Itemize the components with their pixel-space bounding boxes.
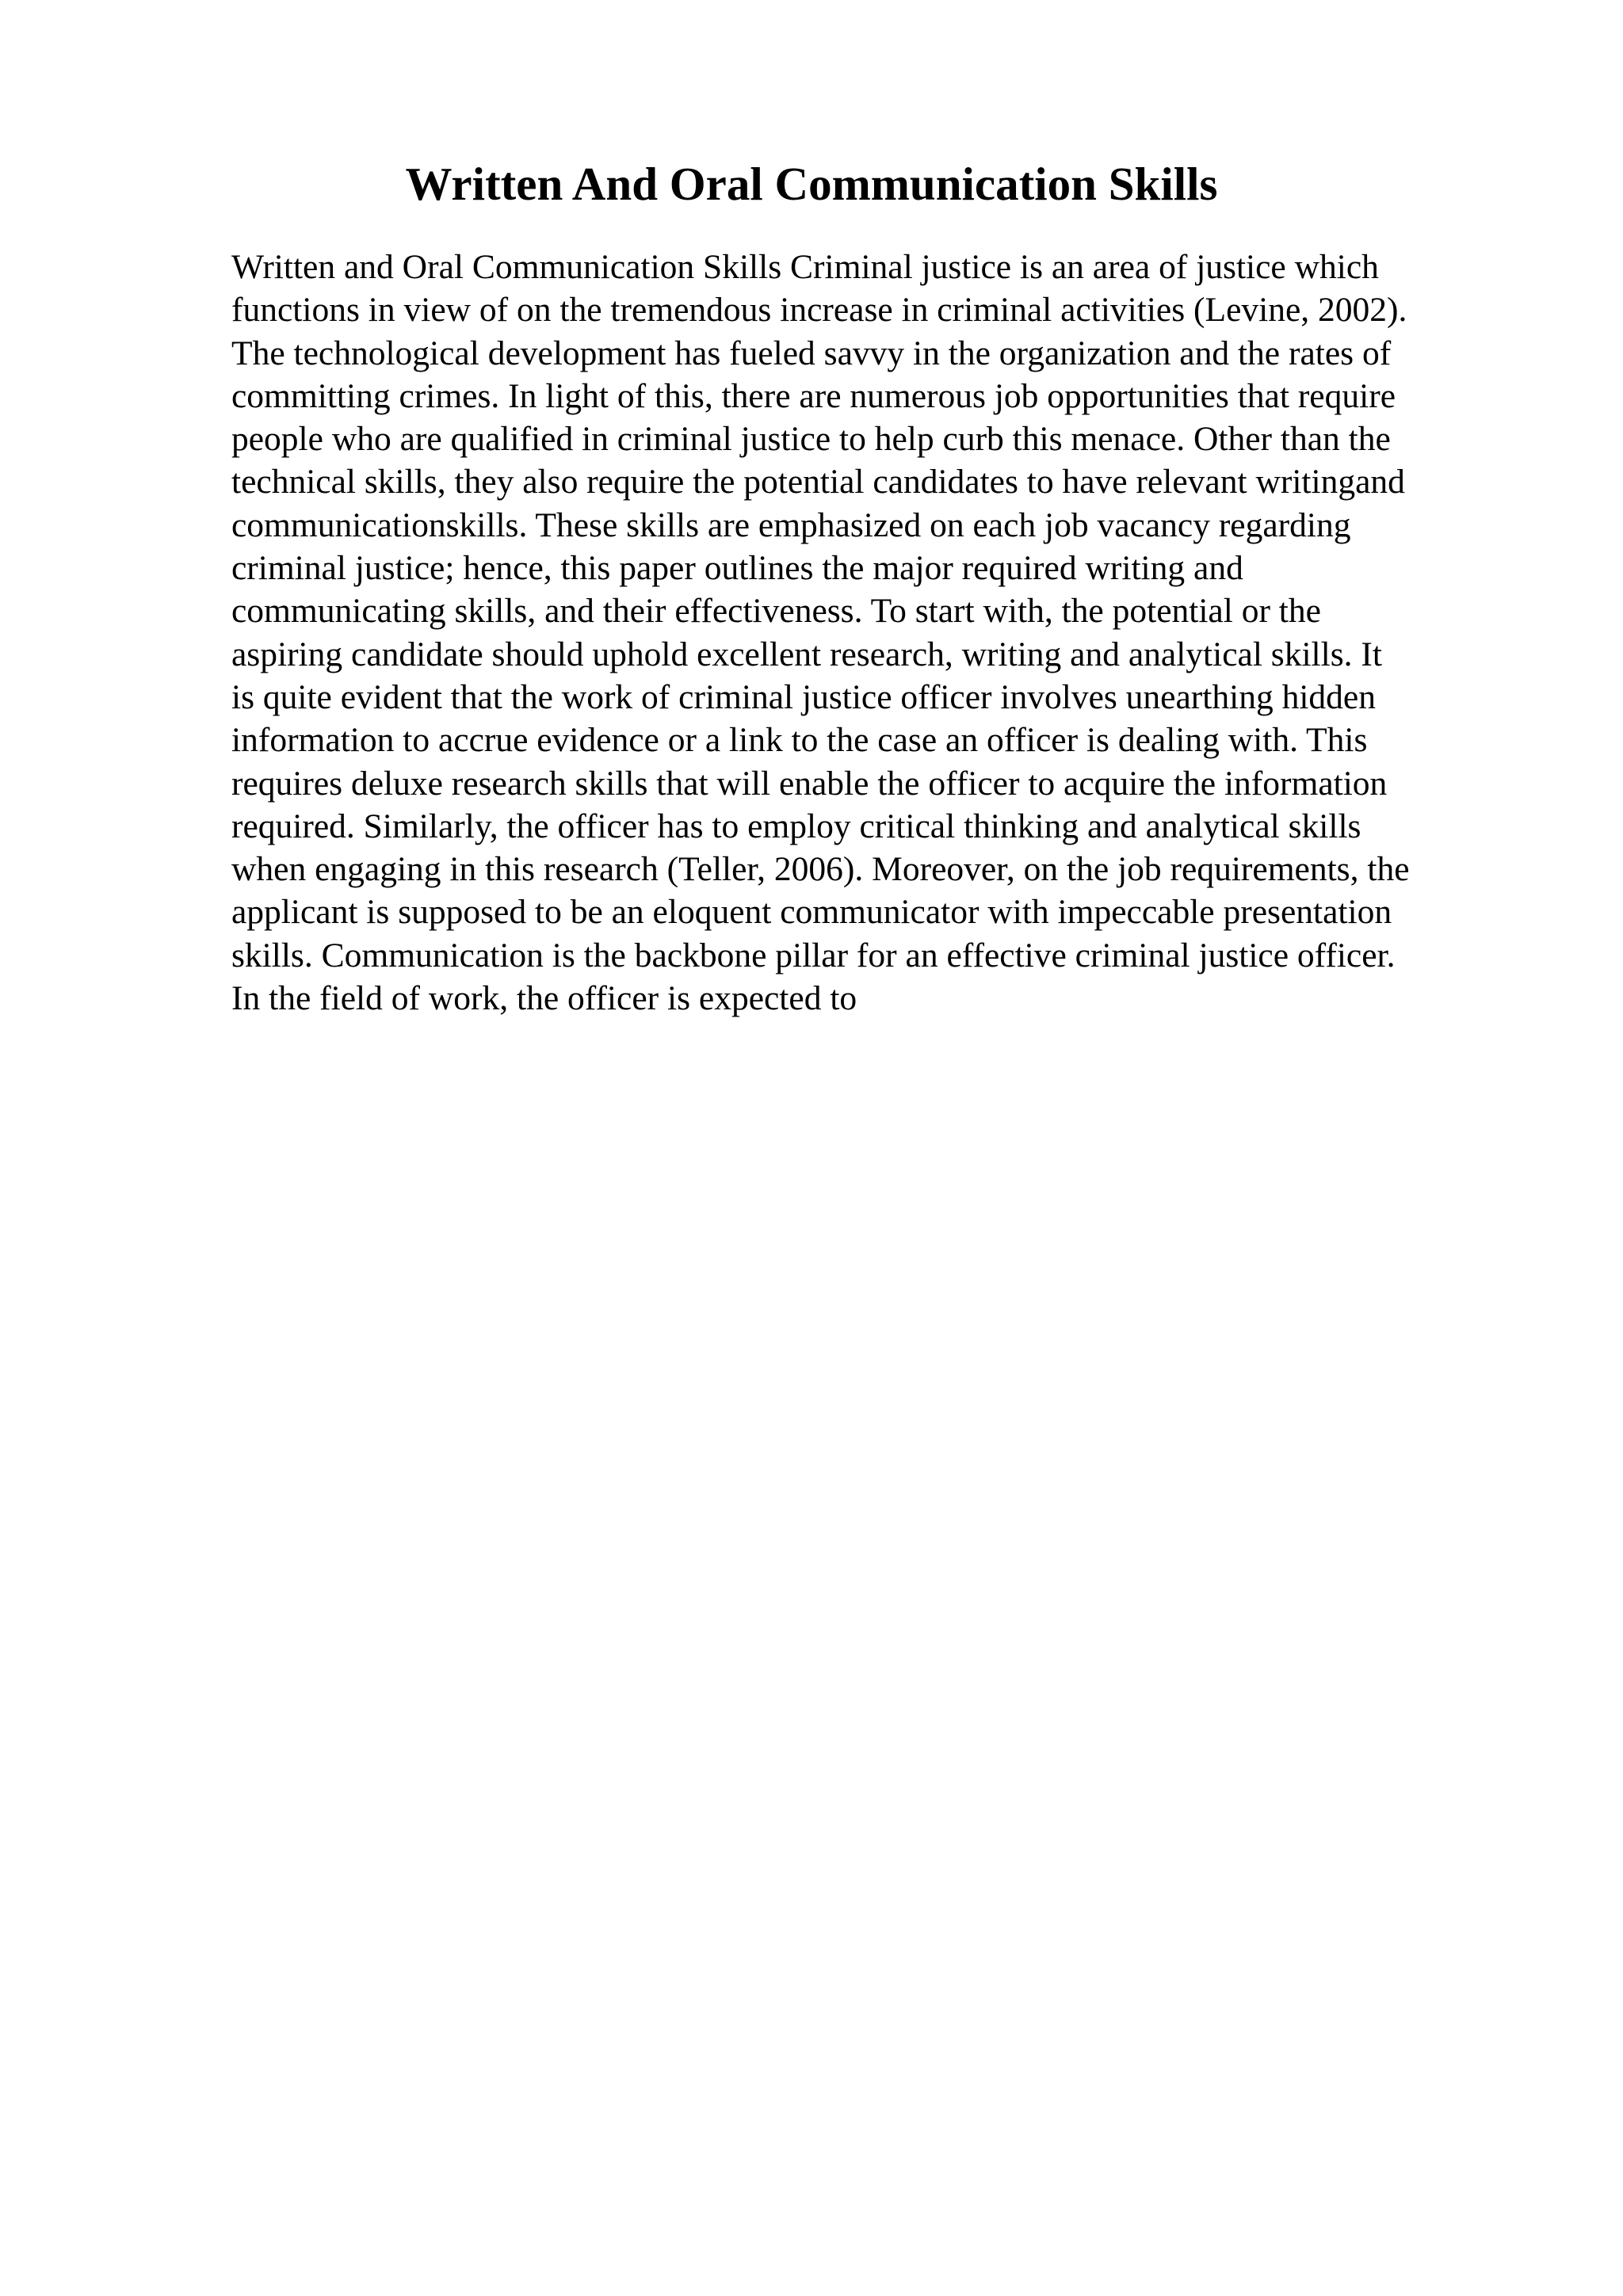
paragraph-line: functions in view of on the tremendous increase in criminal activities (Levine, 2002). bbox=[231, 291, 1407, 330]
paragraph-line: when engaging in this research (Teller, 2006). Moreover, on the job requirements, the bbox=[231, 850, 1410, 889]
paragraph-line: requires deluxe research skills that will enable the officer to acquire the information bbox=[231, 764, 1388, 803]
body-paragraph bbox=[231, 246, 1594, 1020]
paragraph-line: required. Similarly, the officer has to employ critical thinking and analytical skills bbox=[231, 807, 1361, 845]
paragraph-line: communicationskills. These skills are emphasized on each job vacancy regarding bbox=[231, 505, 1351, 544]
paragraph-line: aspiring candidate should uphold excellent research, writing and analytical skills. It bbox=[231, 635, 1382, 673]
paragraph-line: is quite evident that the work of criminal justice officer involves unearthing hidden bbox=[231, 677, 1376, 716]
paragraph-line: communicating skills, and their effectiveness. To start with, the potential or the bbox=[231, 592, 1321, 631]
paragraph-line: information to accrue evidence or a link to the case an officer is dealing with. This bbox=[231, 721, 1368, 760]
paragraph-line: people who are qualified in criminal justice to help curb this menace. Other than the bbox=[231, 420, 1391, 459]
paragraph-line: technical skills, they also require the potential candidates to have relevant writingand bbox=[231, 463, 1405, 502]
paragraph-line: committing crimes. In light of this, there are numerous job opportunities that require bbox=[231, 376, 1396, 415]
paragraph-line: criminal justice; hence, this paper outlines the major required writing and bbox=[231, 549, 1243, 588]
document-title: Written And Oral Communication Skills bbox=[405, 158, 1218, 210]
paragraph-line: The technological development has fueled savvy in the organization and the rates of bbox=[231, 334, 1392, 372]
paragraph-line: applicant is supposed to be an eloquent communicator with impeccable presentation bbox=[231, 893, 1392, 932]
paragraph-line: skills. Communication is the backbone pillar for an effective criminal justice officer. bbox=[231, 936, 1396, 974]
paragraph-line: Written and Oral Communication Skills Criminal justice is an area of justice which bbox=[231, 248, 1379, 286]
paragraph-line: In the field of work, the officer is expected to bbox=[231, 979, 857, 1018]
